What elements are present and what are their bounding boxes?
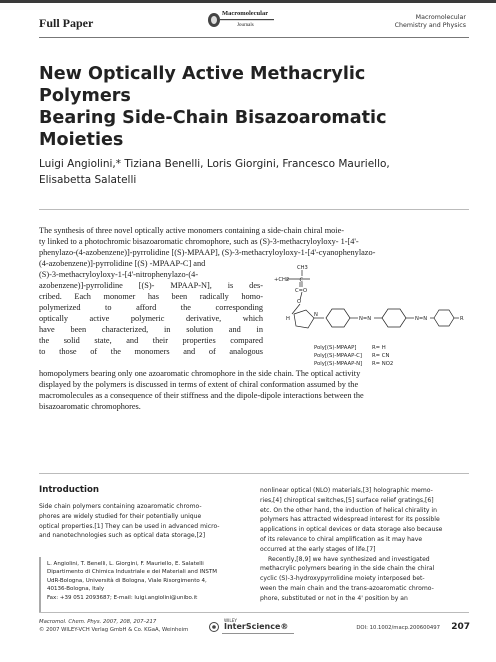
scheme-oxygen: O: [297, 299, 302, 305]
author-list: [39, 156, 469, 188]
abstract-line: cribed. Each monomer has been radically homo-: [39, 292, 263, 301]
abstract-line: homopolymers bearing only one azoaromatic chromophore in the side chain. The optical activity: [39, 369, 361, 378]
top-bar: [0, 0, 496, 3]
abstract-line: displayed by the polymers is discussed in terms of extent of chiral conformation assumed by the: [39, 380, 359, 389]
intro-left-column: [39, 502, 249, 541]
intro-right-column: [260, 486, 470, 604]
footer-citation: Macromol. Chem. Phys. 2007, 208, 207–217: [39, 619, 157, 625]
scheme-carbon: C: [299, 277, 304, 284]
affiliation-line: UdR-Bologna, Università di Bologna, Viale Risorgimento 4,: [47, 577, 207, 584]
journal-name: [395, 14, 466, 30]
footer-doi: DOI: 10.1002/macp.200600497: [356, 625, 440, 631]
abstract-line: macromolecules as a consequence of their stiffness and the dipole-dipole interactions between the: [39, 391, 364, 400]
publisher-logo: [208, 617, 298, 637]
journal-name-line1: Macromolecular: [415, 14, 466, 21]
authors-line: Luigi Angiolini,* Tiziana Benelli, Loris Giorgini, Francesco Mauriello,: [39, 158, 390, 170]
abstract-line: (S)-3-methacryloyloxy-1-[4'-nitrophenylazo-(4-: [39, 270, 199, 279]
abstract-line: ty linked to a photochromic bisazoaromatic chromophore, such as (S)-3-methacryloyloxy- 1-[4'-: [39, 237, 359, 246]
intro-line: phore, substituted or not in the 4' position by an: [260, 594, 408, 602]
introduction-heading: Introduction: [39, 485, 100, 495]
journal-logo: [206, 8, 276, 36]
intro-line: ries,[4] chiroptical switches,[5] surface relief gratings,[6]: [260, 496, 434, 504]
abstract-line: phenylazo-(4-azobenzene)]-pyrrolidine [(S)-MPAAP], (S)-3-methacryloyloxy-1-[4'-cyanophenylazo-: [39, 248, 376, 257]
intro-line: of its relevance to chiral amplification as it may have: [260, 535, 423, 543]
intro-line: phores are widely studied for their potentially unique: [39, 512, 202, 520]
affiliation-line: Fax: +39 051 2093687; E-mail: luigi.angiolini@unibo.it: [47, 594, 198, 601]
intro-line: Recently,[8,9] we have synthesized and investigated: [268, 555, 430, 563]
abstract-line: to those of the monomers and of analogous: [39, 347, 263, 356]
footer-citation-block: [39, 618, 188, 634]
chemical-structure-scheme: [264, 262, 469, 374]
intro-line: polymers has attracted widespread interest for its possible: [260, 516, 440, 524]
title-line: New Optically Active Methacrylic Polymers: [39, 64, 366, 106]
abstract-line: optically active polymeric derivative, which: [39, 314, 263, 323]
intro-line: and nanotechnologies such as optical data storage,[2]: [39, 532, 206, 540]
intro-line: methacrylic polymers bearing in the side chain the chiral: [260, 565, 435, 573]
logo-bottom-text: Journals: [237, 23, 254, 28]
article-title: [39, 63, 459, 151]
scheme-hydrogen: H: [286, 316, 290, 322]
scheme-chain-left: +CH2: [274, 277, 290, 283]
footer-copyright: © 2007 WILEY-VCH Verlag GmbH & Co. KGaA, Weinheim: [39, 627, 189, 633]
abstract-line: (4-azobenzene)]-pyrrolidine [(S) -MPAAP-C] and: [39, 259, 206, 268]
scheme-azo-1: N=N: [359, 316, 372, 322]
abstract-narrow: [39, 258, 263, 357]
affiliation-line: Dipartimento di Chimica Industriale e dei Materiali and INSTM: [47, 569, 217, 576]
legend-r-value: R= NO2: [372, 361, 394, 367]
intro-line: optical properties.[1] They can be used in advanced micro-: [39, 522, 220, 530]
title-line: Moieties: [39, 130, 124, 150]
journal-name-line2: Chemistry and Physics: [394, 22, 466, 29]
scheme-carbonyl: C=O: [295, 288, 308, 294]
abstract-divider: [39, 209, 469, 210]
abstract-line: azobenzene)]-pyrrolidine [(S)- MPAAP-N], is des-: [39, 281, 263, 290]
abstract-top: [39, 225, 469, 258]
publisher-small-text: WILEY: [224, 618, 237, 623]
abstract-line: The synthesis of three novel optically active monomers containing a side-chain chiral moie-: [39, 226, 345, 235]
header-divider: [39, 37, 469, 38]
authors-line: Elisabetta Salatelli: [39, 174, 137, 186]
abstract-tail: [39, 368, 469, 412]
abstract-line: bisazoaromatic chromophores.: [39, 402, 141, 411]
affiliation-box: [39, 557, 246, 612]
intro-line: occurred at the early stages of life.[7]: [260, 545, 376, 553]
legend-r-value: R= H: [372, 345, 386, 351]
title-line: Bearing Side-Chain Bisazoaromatic: [39, 108, 387, 128]
chemical-structure-drawing: [264, 262, 469, 374]
page-number: 207: [451, 622, 470, 632]
intro-line: applications in optical devices or data storage also because: [260, 526, 443, 534]
publisher-name: InterScience®: [224, 622, 289, 631]
intro-divider: [39, 473, 469, 474]
legend-r-value: R= CN: [372, 353, 390, 359]
affiliation-line: L. Angiolini, T. Benelli, L. Giorgini, F. Mauriello, E. Salatelli: [47, 561, 204, 567]
footer-divider: [39, 612, 469, 613]
scheme-r-group: R: [460, 316, 464, 322]
intro-line: nonlinear optical (NLO) materials,[3] holographic memo-: [260, 487, 433, 494]
abstract-line: the solid state, and their properties compared: [39, 336, 263, 345]
intro-line: etc. On the other hand, the induction of helical chirality in: [260, 506, 437, 514]
section-label: Full Paper: [39, 16, 94, 30]
logo-top-text: Macromolecular: [222, 10, 269, 17]
intro-line: cyclic (S)-3-hydroxypyrrolidine moiety interposed bet-: [260, 575, 425, 583]
scheme-azo-2: N=N: [415, 316, 428, 322]
intro-line: Side chain polymers containing azoaromatic chromo-: [39, 503, 202, 510]
legend-polymer-name: Poly[(S)-MPAAP-C]: [314, 353, 362, 359]
abstract-line: polymerized to afford the corresponding: [39, 303, 263, 312]
abstract-line: have been characterized, in solution and in: [39, 325, 263, 334]
scheme-ch3: CH3: [297, 265, 308, 271]
legend-polymer-name: Poly[(S)-MPAAP]: [314, 345, 357, 351]
affiliation-line: 40136-Bologna, Italy: [47, 586, 105, 593]
legend-polymer-name: Poly[(S)-MPAAP-N]: [314, 361, 363, 367]
intro-line: ween the main chain and the trans-azoaromatic chromo-: [260, 584, 434, 592]
scheme-nitrogen: N: [314, 312, 318, 318]
